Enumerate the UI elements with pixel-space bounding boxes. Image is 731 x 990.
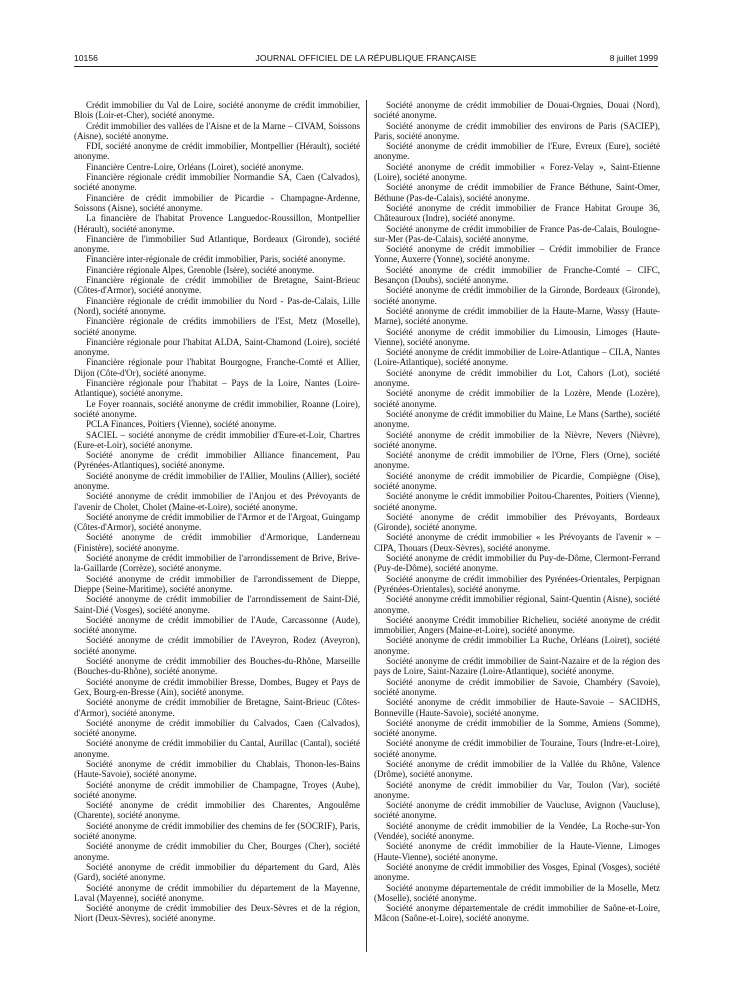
company-entry: Société anonyme départementale de crédit immobilier de la Moselle, Metz (Moselle), société anonyme. bbox=[374, 882, 660, 903]
company-entry: La financière de l'habitat Provence Languedoc-Roussillon, Montpellier (Hérault), société anonyme. bbox=[74, 213, 360, 234]
company-entry: Société anonyme de crédit immobilier de Franche-Comté – CIFC, Besançon (Doubs), société anonyme. bbox=[374, 264, 660, 286]
company-entry: Société anonyme de crédit immobilier du Chablais, Thonon-les-Bains (Haute-Savoie), société anonyme. bbox=[74, 759, 360, 780]
company-entry: Crédit immobilier des vallées de l'Aisne et de la Marne – CIVAM, Soissons (Aisne), société anonyme. bbox=[74, 120, 360, 141]
company-entry: Société anonyme de crédit immobilier de Bretagne, Saint-Brieuc (Côtes-d'Armor), société anonyme. bbox=[74, 697, 360, 718]
company-entry: Société anonyme de crédit immobilier Bresse, Dombes, Bugey et Pays de Gex, Bourg-en-Bresse (Ain), société anonyme. bbox=[74, 676, 360, 697]
company-entry: Société anonyme de crédit immobilier La Ruche, Orléans (Loiret), société anonyme. bbox=[374, 635, 660, 656]
company-entry: Société anonyme de crédit immobilier de la Haute-Marne, Wassy (Haute-Marne), société anonyme. bbox=[374, 305, 660, 327]
header-rule bbox=[74, 66, 658, 67]
company-entry: Société anonyme de crédit immobilier de la Lozère, Mende (Lozère), société anonyme. bbox=[374, 388, 660, 409]
company-entry: Financière régionale pour l'habitat Bourgogne, Franche-Comté et Allier, Dijon (Côte-d'Or), société anonyme. bbox=[74, 357, 360, 378]
company-entry: Société anonyme de crédit immobilier de Douai-Orgnies, Douai (Nord), société anonyme. bbox=[374, 100, 660, 121]
company-entry: Société anonyme de crédit immobilier d'Armorique, Landerneau (Finistère), société anonyme. bbox=[74, 532, 360, 553]
column-divider bbox=[366, 100, 367, 952]
publication-date: 8 juillet 1999 bbox=[609, 53, 658, 63]
company-entry: Société anonyme de crédit immobilier des Vosges, Epinal (Vosges), société anonyme. bbox=[374, 861, 660, 883]
company-entry: Financière régionale Alpes, Grenoble (Isère), société anonyme. bbox=[86, 264, 315, 275]
company-entry: Société anonyme de crédit immobilier du Var, Toulon (Var), société anonyme. bbox=[374, 779, 660, 800]
company-entry: Société anonyme de crédit immobilier de Picardie, Compiègne (Oise), société anonyme. bbox=[374, 470, 660, 491]
company-entry: Société anonyme de crédit immobilier du département du Gard, Alès (Gard), société anonyme. bbox=[74, 861, 360, 883]
company-entry: Société anonyme de crédit immobilier de l'Orne, Flers (Orne), société anonyme. bbox=[374, 450, 660, 471]
company-entry: Financière de l'immobilier Sud Atlantique, Bordeaux (Gironde), société anonyme. bbox=[74, 233, 360, 255]
company-entry: Société anonyme de crédit immobilier de la Nièvre, Nevers (Nièvre), société anonyme. bbox=[374, 429, 660, 450]
page-header bbox=[74, 53, 658, 67]
company-entry: Société anonyme de crédit immobilier de l'arrondissement de Saint-Dié, Saint-Dié (Vosges), société anonyme. bbox=[74, 594, 360, 615]
company-entry: Financière inter-régionale de crédit immobilier, Paris, société anonyme. bbox=[86, 254, 346, 265]
company-entry: Financière Centre-Loire, Orléans (Loiret), société anonyme. bbox=[86, 161, 304, 172]
company-entry: Société anonyme de crédit immobilier de l'arrondissement de Brive, Brive-la-Gaillarde (Corrèze), société anonyme. bbox=[74, 553, 360, 574]
company-entry: Financière régionale de crédit immobilier de Bretagne, Saint-Brieuc (Côtes-d'Armor), société anonyme. bbox=[74, 275, 360, 296]
company-entry: Société anonyme de crédit immobilier de Vaucluse, Avignon (Vaucluse), société anonyme. bbox=[374, 800, 660, 821]
journal-title: JOURNAL OFFICIEL DE LA RÉPUBLIQUE FRANÇAISE bbox=[255, 53, 477, 63]
company-entry: Société anonyme de crédit immobilier de l'Allier, Moulins (Allier), société anonyme. bbox=[74, 470, 360, 491]
company-entry: Société anonyme de crédit immobilier du Cantal, Aurillac (Cantal), société anonyme. bbox=[74, 738, 360, 759]
company-entry: Société anonyme le crédit immobilier Poitou-Charentes, Poitiers (Vienne), société anonyme. bbox=[374, 491, 660, 512]
company-entry: Société anonyme de crédit immobilier de l'Armor et de l'Argoat, Guingamp (Côtes-d'Armor), société anonyme. bbox=[74, 511, 360, 533]
company-entry: Société anonyme de crédit immobilier de Haute-Savoie – SACIDHS, Bonneville (Haute-Savoie), société anonyme. bbox=[374, 697, 660, 718]
company-entry: Société anonyme de crédit immobilier des Prévoyants, Bordeaux (Gironde), société anonyme. bbox=[374, 511, 660, 533]
company-entry: Société anonyme de crédit immobilier de France Béthune, Saint-Omer, Béthune (Pas-de-Calais), société anonyme. bbox=[374, 182, 660, 203]
company-entry: Société anonyme de crédit immobilier de la Vendée, La Roche-sur-Yon (Vendée), société anonyme. bbox=[374, 820, 660, 842]
right-column bbox=[374, 100, 660, 924]
company-entry: Financière régionale de crédit immobilier du Nord - Pas-de-Calais, Lille (Nord), société anonyme. bbox=[74, 295, 360, 316]
company-entry: Société anonyme de crédit immobilier de l'Aveyron, Rodez (Aveyron), société anonyme. bbox=[74, 635, 360, 656]
company-entry: Société anonyme de crédit immobilier de la Gironde, Bordeaux (Gironde), société anonyme. bbox=[374, 285, 660, 306]
company-entry: Société anonyme de crédit immobilier des Pyrénées-Orientales, Perpignan (Pyrénées-Orientales), société anonyme. bbox=[374, 573, 660, 594]
company-entry: Société anonyme de crédit immobilier « Forez-Velay », Saint-Etienne (Loire), société anonyme. bbox=[374, 161, 660, 183]
company-entry: Société anonyme de crédit immobilier des Bouches-du-Rhône, Marseille (Bouches-du-Rhône), société anonyme. bbox=[74, 656, 360, 677]
company-entry: Société anonyme de crédit immobilier de Loire-Atlantique – CILA, Nantes (Loire-Atlantique), société anonyme. bbox=[374, 347, 660, 368]
company-entry: PCLA Finances, Poitiers (Vienne), société anonyme. bbox=[86, 419, 277, 430]
company-entry: Société anonyme de crédit immobilier de France Pas-de-Calais, Boulogne-sur-Mer (Pas-de-Calais), société anonyme. bbox=[374, 223, 660, 244]
company-entry: Financière régionale pour l'habitat – Pays de la Loire, Nantes (Loire-Atlantique), société anonyme. bbox=[74, 378, 360, 399]
company-entry: Société anonyme de crédit immobilier de Savoie, Chambéry (Savoie), société anonyme. bbox=[374, 676, 660, 697]
company-entry: SACIEL – société anonyme de crédit immobilier d'Eure-et-Loir, Chartres (Eure-et-Loir), société anonyme. bbox=[74, 429, 360, 450]
company-entry: Société anonyme de crédit immobilier du Cher, Bourges (Cher), société anonyme. bbox=[74, 841, 360, 862]
company-entry: Société anonyme de crédit immobilier de Touraine, Tours (Indre-et-Loire), société anonyme. bbox=[374, 738, 660, 759]
company-entry: Société anonyme de crédit immobilier du Calvados, Caen (Calvados), société anonyme. bbox=[74, 717, 360, 739]
company-entry: Société anonyme de crédit immobilier de Champagne, Troyes (Aube), société anonyme. bbox=[74, 779, 360, 800]
company-entry: Société anonyme de crédit immobilier de la Vallée du Rhône, Valence (Drôme), société anonyme. bbox=[374, 759, 660, 780]
company-entry: Société anonyme de crédit immobilier de l'Aude, Carcassonne (Aude), société anonyme. bbox=[74, 614, 360, 636]
company-entry: Société anonyme de crédit immobilier de Saint-Nazaire et de la région des pays de Loire, Saint-Nazaire (Loire-Atlantique), société anonyme. bbox=[374, 656, 660, 677]
company-entry: Société anonyme de crédit immobilier des Charentes, Angoulême (Charente), société anonyme. bbox=[74, 800, 360, 821]
page-number: 10156 bbox=[74, 53, 98, 63]
company-entry: Société anonyme de crédit immobilier de l'Eure, Evreux (Eure), société anonyme. bbox=[374, 141, 660, 162]
company-entry: Société anonyme de crédit immobilier – Crédit immobilier de France Yonne, Auxerre (Yonne), société anonyme. bbox=[374, 244, 660, 265]
company-entry: Société anonyme de crédit immobilier de la Haute-Vienne, Limoges (Haute-Vienne), société anonyme. bbox=[374, 841, 660, 862]
company-entry: Financière régionale de crédits immobiliers de l'Est, Metz (Moselle), société anonyme. bbox=[74, 316, 360, 337]
company-entry: Société anonyme de crédit immobilier des chemins de fer (SOCRIF), Paris, société anonyme. bbox=[74, 820, 360, 842]
company-entry: Le Foyer roannais, société anonyme de crédit immobilier, Roanne (Loire), société anonyme. bbox=[74, 398, 360, 419]
company-entry: Société anonyme de crédit immobilier des Deux-Sèvres et de la région, Niort (Deux-Sèvres), société anonyme. bbox=[74, 903, 360, 924]
company-entry: Société anonyme de crédit immobilier du Limousin, Limoges (Haute-Vienne), société anonyme. bbox=[374, 326, 660, 347]
company-entry: Financière régionale crédit immobilier Normandie SA, Caen (Calvados), société anonyme. bbox=[74, 172, 360, 193]
company-entry: Société anonyme de crédit immobilier de France Habitat Groupe 36, Châteauroux (Indre), société anonyme. bbox=[374, 202, 660, 224]
company-entry: Société anonyme de crédit immobilier de l'arrondissement de Dieppe, Dieppe (Seine-Maritime), société anonyme. bbox=[74, 573, 360, 594]
company-entry: Société anonyme départementale de crédit immobilier de Saône-et-Loire, Mâcon (Saône-et-Loire), société anonyme. bbox=[374, 903, 660, 924]
company-entry: Société anonyme de crédit immobilier « les Prévoyants de l'avenir » – CIPA, Thouars (Deux-Sèvres), société anonyme. bbox=[374, 532, 660, 553]
company-entry: Société anonyme de crédit immobilier de la Somme, Amiens (Somme), société anonyme. bbox=[374, 717, 660, 739]
company-entry: Société anonyme de crédit immobilier du Maine, Le Mans (Sarthe), société anonyme. bbox=[374, 408, 660, 430]
company-entry: Société anonyme de crédit immobilier des environs de Paris (SACIEP), Paris, société anonyme. bbox=[374, 120, 660, 141]
company-entry: Financière de crédit immobilier de Picardie - Champagne-Ardenne, Soissons (Aisne), société anonyme. bbox=[74, 192, 360, 213]
left-column bbox=[74, 100, 360, 924]
company-entry: Société anonyme de crédit immobilier du département de la Mayenne, Laval (Mayenne), société anonyme. bbox=[74, 882, 360, 903]
company-entry: Société anonyme de crédit immobilier du Puy-de-Dôme, Clermont-Ferrand (Puy-de-Dôme), société anonyme. bbox=[374, 553, 660, 574]
company-entry: Financière régionale pour l'habitat ALDA, Saint-Chamond (Loire), société anonyme. bbox=[74, 336, 360, 358]
company-entry: Crédit immobilier du Val de Loire, société anonyme de crédit immobilier, Blois (Loir-et-Cher), société anonyme. bbox=[74, 100, 360, 121]
company-entry: Société anonyme de crédit immobilier du Lot, Cahors (Lot), société anonyme. bbox=[374, 367, 660, 389]
company-entry: Société anonyme de crédit immobilier Alliance financement, Pau (Pyrénées-Atlantiques), société anonyme. bbox=[74, 450, 360, 471]
company-entry: Société anonyme Crédit immobilier Richelieu, société anonyme de crédit immobilier, Angers (Maine-et-Loire), société anonyme. bbox=[374, 614, 660, 636]
company-entry: FDI, société anonyme de crédit immobilier, Montpellier (Hérault), société anonyme. bbox=[74, 141, 360, 162]
company-entry: Société anonyme de crédit immobilier de l'Anjou et des Prévoyants de l'avenir de Cholet, Cholet (Maine-et-Loire), société anonyme. bbox=[74, 491, 360, 512]
company-entry: Société anonyme crédit immobilier régional, Saint-Quentin (Aisne), société anonyme. bbox=[374, 594, 660, 615]
